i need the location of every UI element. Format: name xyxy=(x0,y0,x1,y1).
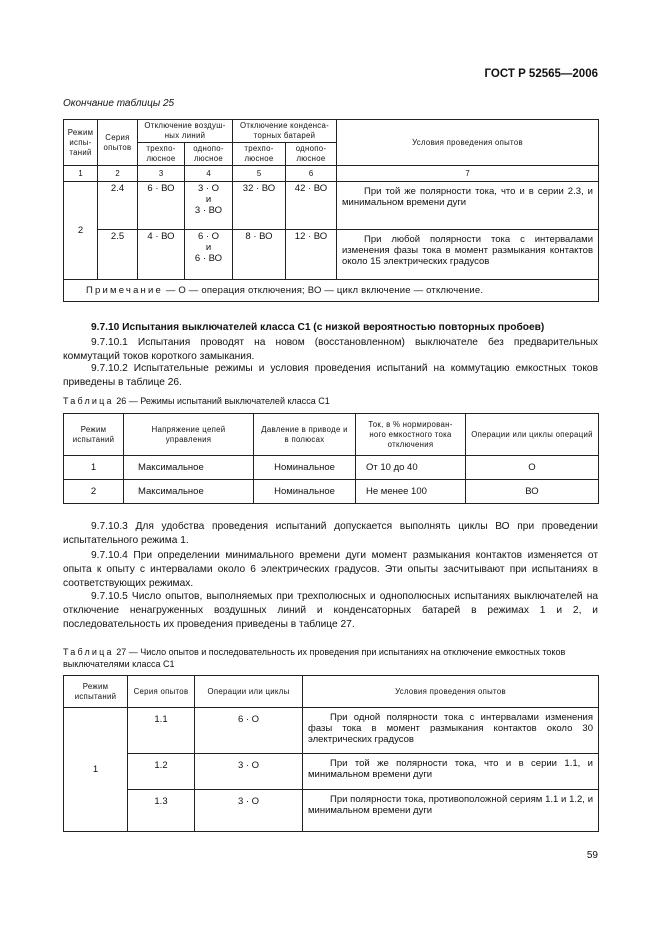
t25-cell: 32 · ВО xyxy=(233,182,286,230)
t26-cell: 1 xyxy=(64,456,124,480)
table27-caption-label: Таблица xyxy=(63,647,114,657)
section-heading: 9.7.10 Испытания выключателей класса С1 (с низкой вероятностью повторных пробоев) xyxy=(91,322,545,333)
t26-header-pressure: Давление в приводе и в полюсах xyxy=(254,414,356,456)
t25-header-single-pole-1: однопо-люсное xyxy=(185,143,233,166)
t27-header-mode: Режим испытаний xyxy=(64,676,128,708)
t25-note xyxy=(64,280,599,302)
standard-header: ГОСТ Р 52565—2006 xyxy=(484,68,598,80)
t25-header-cap-banks: Отключение конденса-торных батарей xyxy=(233,120,337,143)
t25-cell-line: 6 · О xyxy=(197,231,220,242)
t26-cell: Максимальное xyxy=(124,456,254,480)
t25-conditions-cell: При любой полярности тока с интервалами изменения фазы тока в момент размыкания контактов около 15 электрических градусов xyxy=(337,230,599,280)
t25-colnum: 6 xyxy=(286,166,337,182)
t25-header-series: Серия опытов xyxy=(98,120,138,166)
table26-caption-label: Таблица xyxy=(63,396,114,406)
paragraph-9-7-10-2: 9.7.10.2 Испытательные режимы и условия проведения испытаний на коммутацию емкостных токов приведены в таблице 26. xyxy=(63,363,598,388)
table26 xyxy=(63,413,599,504)
table25-caption-prefix: Окончание xyxy=(63,98,114,109)
t25-cell: 42 · ВО xyxy=(286,182,337,230)
table25 xyxy=(63,119,599,302)
t26-cell: О xyxy=(466,456,599,480)
t25-cell xyxy=(185,182,233,230)
t27-header-series: Серия опытов xyxy=(128,676,195,708)
t26-header-voltage: Напряжение цепей управления xyxy=(124,414,254,456)
page-number: 59 xyxy=(586,850,598,861)
t25-cell-line: 3 · ВО xyxy=(194,205,223,216)
t26-header-current: Ток, в % нормирован-ного емкостного тока отключения xyxy=(356,414,466,456)
paragraph-9-7-10-3: 9.7.10.3 Для удобства проведения испытаний допускается выполнять циклы ВО при проведении испытательного режима 1. xyxy=(63,521,598,546)
t27-conditions-cell: При одной полярности тока с интервалами изменения фазы тока в момент размыкания контактов около 30 электрических градусов xyxy=(303,708,599,754)
paragraph-9-7-10-1: 9.7.10.1 Испытания проводят на новом (восстановленном) выключателе без предварительных коммутаций токов короткого замыкания. xyxy=(63,337,598,362)
t25-header-conditions: Условия проведения опытов xyxy=(337,120,599,166)
t27-series-cell: 1.3 xyxy=(128,790,195,832)
t27-conditions-cell: При той же полярности тока, что и в серии 1.1, и минимальном времени дуги xyxy=(303,754,599,790)
table25-caption xyxy=(63,98,174,109)
t27-header-operations: Операции или циклы xyxy=(195,676,303,708)
t26-header-mode: Режим испытаний xyxy=(64,414,124,456)
t26-cell: Не менее 100 xyxy=(356,480,466,504)
t27-series-cell: 1.1 xyxy=(128,708,195,754)
t27-header-conditions: Условия проведения опытов xyxy=(303,676,599,708)
t25-conditions-cell: При той же полярности тока, что и в серии 2.3, и минимальном времени дуги xyxy=(337,182,599,230)
t26-cell: Номинальное xyxy=(254,480,356,504)
t25-cell-line: 3 · О xyxy=(197,183,220,194)
table26-caption-text: 26 — Режимы испытаний выключателей класса С1 xyxy=(116,396,330,406)
table26-caption xyxy=(63,395,598,407)
t25-series-cell: 2.5 xyxy=(98,230,138,280)
t25-colnum: 5 xyxy=(233,166,286,182)
t25-colnum: 4 xyxy=(185,166,233,182)
t25-header-mode: Режим испы-таний xyxy=(64,120,98,166)
t25-colnum: 2 xyxy=(98,166,138,182)
t25-cell-line: и xyxy=(205,194,212,205)
t25-note-label: Примечание xyxy=(86,285,163,296)
t26-header-operations: Операции или циклы операций xyxy=(466,414,599,456)
t27-conditions-cell: При полярности тока, противоположной сериям 1.1 и 1.2, и минимальном времени дуги xyxy=(303,790,599,832)
table27 xyxy=(63,675,599,832)
t25-cell-line: и xyxy=(205,242,212,253)
t25-cell: 12 · ВО xyxy=(286,230,337,280)
t26-cell: Номинальное xyxy=(254,456,356,480)
t27-ops-cell: 6 · О xyxy=(195,708,303,754)
t27-ops-cell: 3 · О xyxy=(195,790,303,832)
t26-cell: 2 xyxy=(64,480,124,504)
table25-caption-word: таблицы 25 xyxy=(116,98,175,109)
t25-colnum: 1 xyxy=(64,166,98,182)
t25-header-three-pole-2: трехпо-люсное xyxy=(233,143,286,166)
t26-cell: Максимальное xyxy=(124,480,254,504)
t25-mode-cell: 2 xyxy=(64,182,98,280)
table27-caption xyxy=(63,646,598,670)
t27-series-cell: 1.2 xyxy=(128,754,195,790)
t25-cell-line: 6 · ВО xyxy=(194,253,223,264)
t25-colnum: 3 xyxy=(138,166,185,182)
t25-header-air-lines: Отключение воздуш-ных линий xyxy=(138,120,233,143)
table27-caption-text: 27 — Число опытов и последовательность их проведения при испытаниях на отключение емкостных токов выключателями класса С1 xyxy=(63,647,566,669)
paragraph-9-7-10-5: 9.7.10.5 Число опытов, выполняемых при трехполюсных и однополюсных испытаниях выключателей на отключение ненагруженных воздушных линий и конденсаторных батарей в режимах 1 и 2, и последовательность их проведения приведены в таблице 27. xyxy=(63,591,598,630)
t25-cell: 6 · ВО xyxy=(138,182,185,230)
t25-note-text: — О — операция отключения; ВО — цикл включение — отключение. xyxy=(165,285,484,296)
t26-cell: ВО xyxy=(466,480,599,504)
t25-header-three-pole-1: трехпо-люсное xyxy=(138,143,185,166)
t25-header-single-pole-2: однопо-люсное xyxy=(286,143,337,166)
t27-ops-cell: 3 · О xyxy=(195,754,303,790)
t25-series-cell: 2.4 xyxy=(98,182,138,230)
t25-colnum: 7 xyxy=(337,166,599,182)
t26-cell: От 10 до 40 xyxy=(356,456,466,480)
t27-mode-cell: 1 xyxy=(64,708,128,832)
t25-cell: 4 · ВО xyxy=(138,230,185,280)
t25-cell xyxy=(185,230,233,280)
t25-cell: 8 · ВО xyxy=(233,230,286,280)
paragraph-9-7-10-4: 9.7.10.4 При определении минимального времени дуги момент размыкания контактов изменяется от опыта к опыту с интервалами около 6 электрических градусов. Эти опыты засчитывают при испытаниях в соответствующих режимах. xyxy=(63,550,598,589)
